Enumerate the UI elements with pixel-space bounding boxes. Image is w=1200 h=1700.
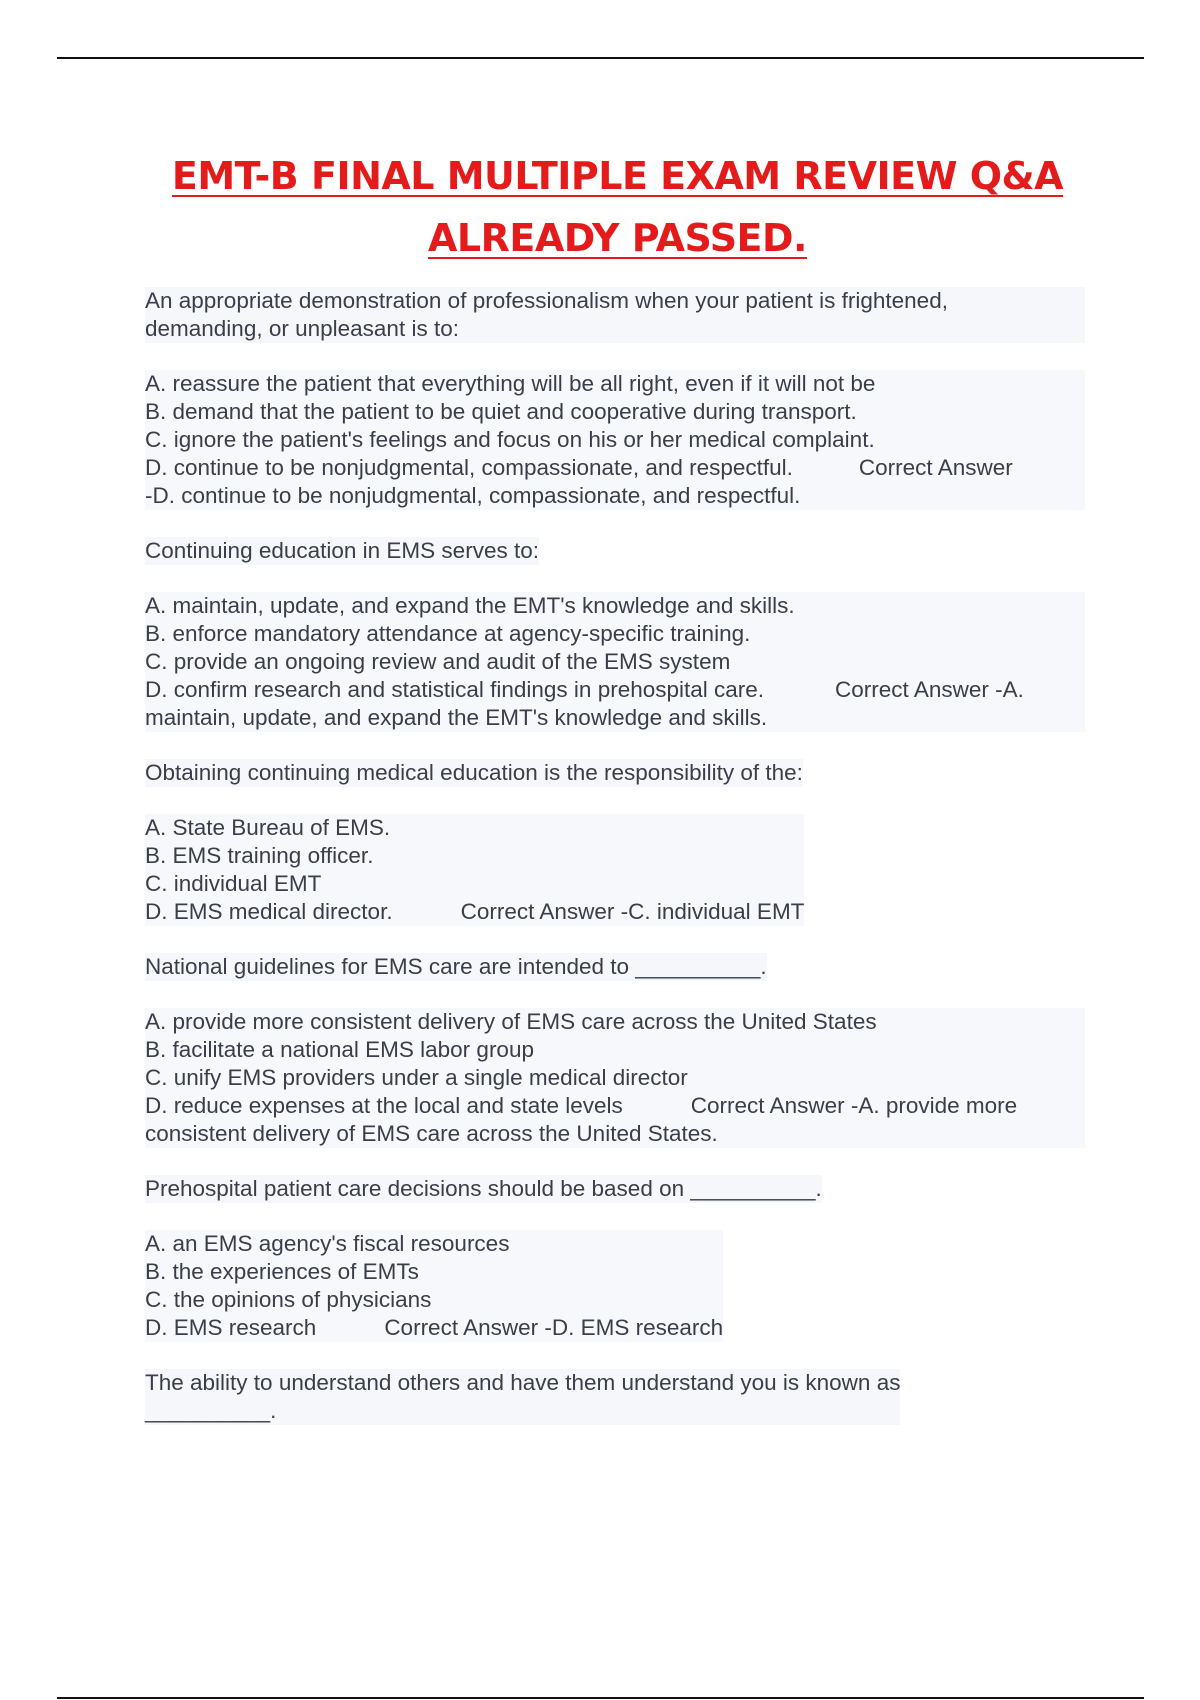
option-a: A. provide more consistent delivery of EMS care across the United States (145, 1009, 877, 1034)
options-list (145, 1230, 723, 1342)
question-text: Obtaining continuing medical education is the responsibility of the: (145, 760, 803, 785)
option-b: B. facilitate a national EMS labor group (145, 1037, 534, 1062)
option-b: B. the experiences of EMTs (145, 1259, 419, 1284)
option-a: A. maintain, update, and expand the EMT's knowledge and skills. (145, 593, 795, 618)
qa-block-6 (145, 1369, 1085, 1452)
correct-answer-continued: -D. continue to be nonjudgmental, compassionate, and respectful. (145, 483, 801, 508)
question-text: Prehospital patient care decisions should be based on __________. (145, 1176, 822, 1201)
option-d-row (145, 1314, 723, 1342)
correct-answer: Correct Answer (858, 455, 1013, 480)
options-list (145, 814, 804, 926)
correct-answer-continued: maintain, update, and expand the EMT's knowledge and skills. (145, 705, 768, 730)
option-c: C. unify EMS providers under a single medical director (145, 1065, 688, 1090)
option-c: C. ignore the patient's feelings and focus on his or her medical complaint. (145, 427, 875, 452)
option-d: D. reduce expenses at the local and state levels (145, 1093, 623, 1118)
option-d: D. EMS research (145, 1315, 317, 1340)
option-d-row (145, 454, 1085, 482)
question-text: Continuing education in EMS serves to: (145, 538, 539, 563)
title-line-2: ALREADY PASSED. (427, 216, 807, 260)
correct-answer: Correct Answer -D. EMS research (384, 1315, 724, 1340)
option-d-row (145, 898, 804, 926)
qa-block-1 (145, 287, 1085, 510)
correct-answer: Correct Answer -A. provide more (690, 1093, 1018, 1118)
qa-block-4 (145, 953, 1085, 1148)
question-text: An appropriate demonstration of professionalism when your patient is frightened, demanding, or unpleasant is to: (145, 287, 1085, 343)
option-b: B. EMS training officer. (145, 843, 374, 868)
option-b: B. enforce mandatory attendance at agency-specific training. (145, 621, 751, 646)
option-d-row (145, 1092, 1085, 1120)
option-c: C. provide an ongoing review and audit of the EMS system (145, 649, 731, 674)
question-text: The ability to understand others and have them understand you is known as __________. (145, 1370, 901, 1423)
qa-block-5 (145, 1175, 1085, 1342)
bottom-rule (57, 1697, 1144, 1699)
option-c: C. individual EMT (145, 871, 322, 896)
document-title (0, 145, 1200, 269)
option-c: C. the opinions of physicians (145, 1287, 432, 1312)
option-d: D. EMS medical director. (145, 899, 393, 924)
qa-content (145, 287, 1085, 1479)
qa-block-2 (145, 537, 1085, 732)
option-d-row (145, 676, 1085, 704)
correct-answer-continued: consistent delivery of EMS care across the United States. (145, 1121, 718, 1146)
options-list (145, 592, 1085, 732)
option-a: A. State Bureau of EMS. (145, 815, 391, 840)
option-a: A. reassure the patient that everything will be all right, even if it will not be (145, 371, 876, 396)
options-list (145, 370, 1085, 510)
question-text: National guidelines for EMS care are intended to __________. (145, 954, 767, 979)
option-a: A. an EMS agency's fiscal resources (145, 1231, 510, 1256)
option-d: D. continue to be nonjudgmental, compassionate, and respectful. (145, 455, 793, 480)
correct-answer: Correct Answer -C. individual EMT (460, 899, 805, 924)
title-line-1: EMT-B FINAL MULTIPLE EXAM REVIEW Q&A (171, 154, 1064, 198)
qa-block-3 (145, 759, 1085, 926)
option-b: B. demand that the patient to be quiet and cooperative during transport. (145, 399, 857, 424)
top-rule (57, 57, 1144, 59)
options-list (145, 1008, 1085, 1148)
correct-answer: Correct Answer -A. (835, 677, 1024, 702)
option-d: D. confirm research and statistical findings in prehospital care. (145, 677, 765, 702)
